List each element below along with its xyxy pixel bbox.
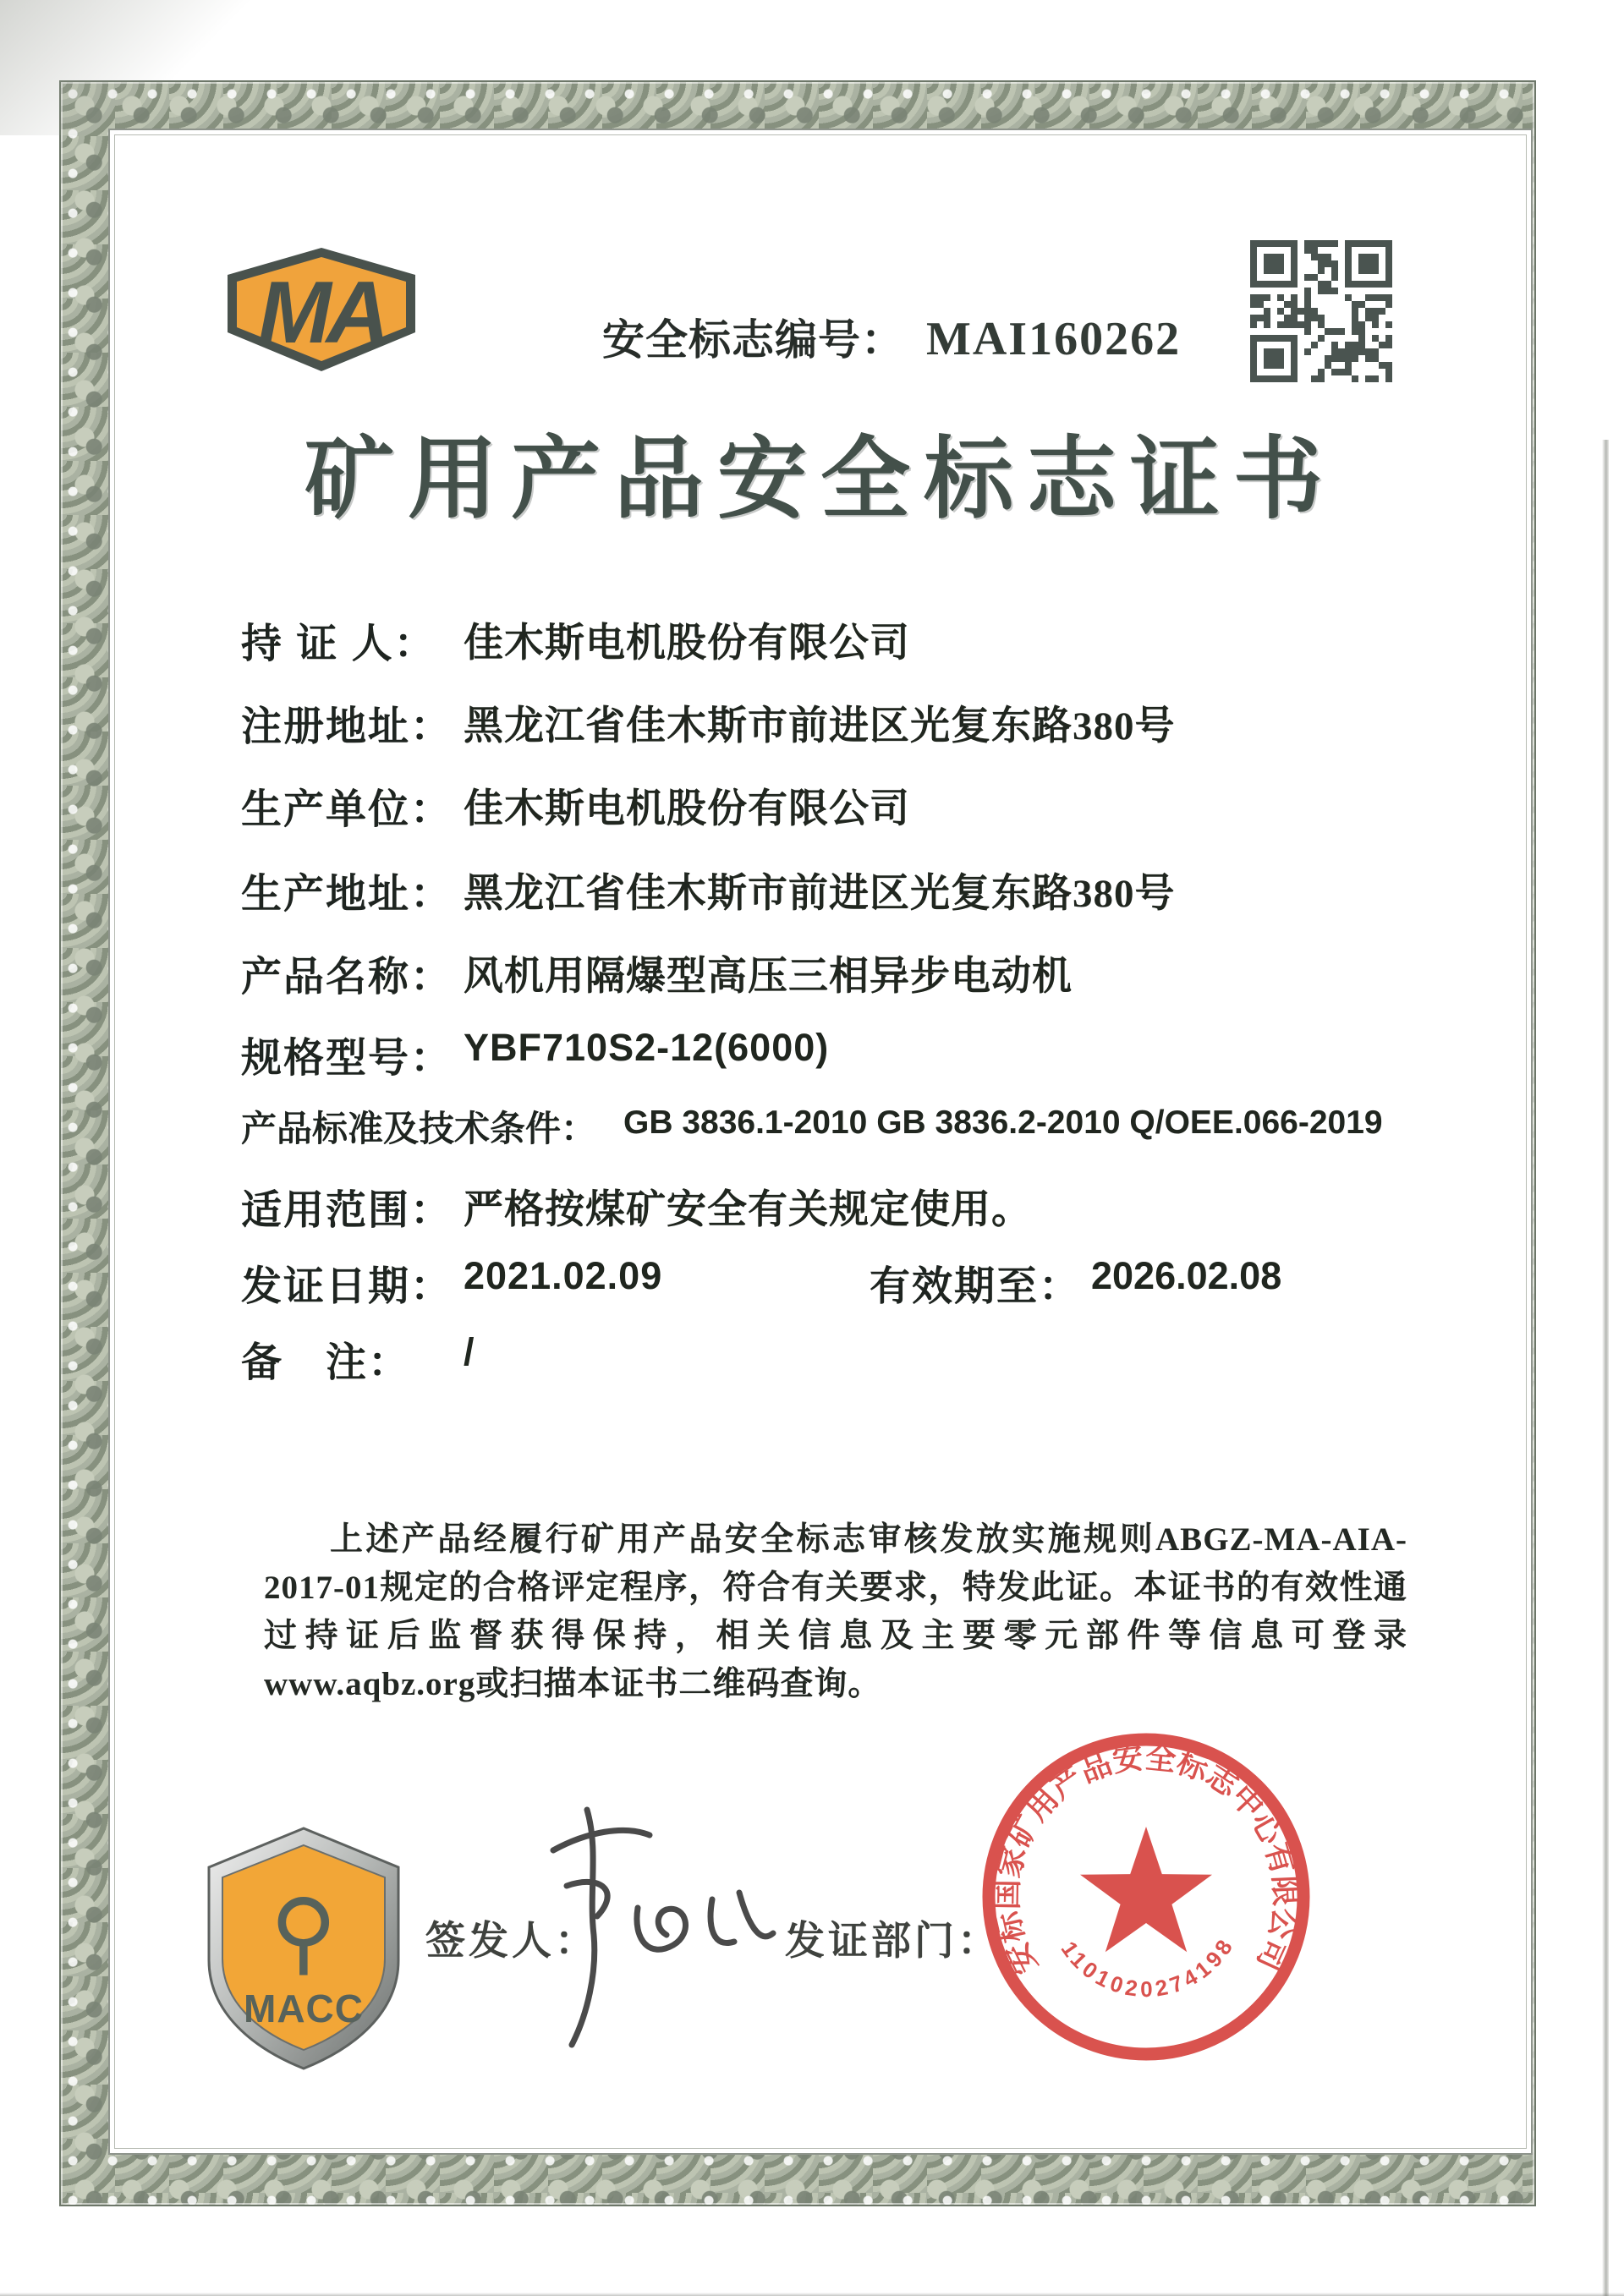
- field-label: 产品名称：: [241, 955, 453, 1000]
- remark-label: 备 注：: [241, 1340, 411, 1385]
- ma-logo-text: MA: [258, 264, 385, 362]
- field-label: 生产单位：: [241, 787, 453, 832]
- field-row-scope: [241, 1177, 1032, 1236]
- field-row-prod-address: [241, 861, 1176, 919]
- mark-number-label: 安全标志编号：: [602, 316, 904, 364]
- field-row-reg-address: [241, 693, 1176, 752]
- field-value: 佳木斯电机股份有限公司: [464, 622, 910, 666]
- macc-shield-icon: [200, 1823, 408, 2074]
- macc-logo-text: MACC: [244, 1986, 364, 2030]
- field-value: 黑龙江省佳木斯市前进区光复东路380号: [464, 704, 1176, 748]
- field-label: 持 证 人：: [241, 622, 436, 666]
- scan-bottom-shadow: [0, 2293, 1624, 2296]
- mark-number-row: [602, 306, 1181, 367]
- issue-date-value: 2021.02.09: [464, 1254, 663, 1297]
- field-label: 适用范围：: [241, 1188, 453, 1233]
- field-row-dates: [241, 1253, 1282, 1312]
- field-label: 注册地址：: [241, 704, 453, 749]
- valid-until-value: 2026.02.08: [1091, 1254, 1282, 1297]
- seal-company-text: 安标国家矿用产品安全标志中心有限公司: [990, 1740, 1303, 1980]
- scan-smudge: [0, 0, 254, 135]
- field-value: GB 3836.1-2010 GB 3836.2-2010 Q/OEE.066-2019: [623, 1104, 1383, 1141]
- field-label: 规格型号：: [241, 1036, 453, 1081]
- signer-label: 签发人：: [425, 1920, 598, 1964]
- issue-date-label: 发证日期：: [241, 1264, 453, 1309]
- field-value: YBF710S2-12(6000): [464, 1026, 830, 1069]
- field-row-model: [241, 1025, 830, 1083]
- svg-text:1101020274198: [1056, 1932, 1239, 2002]
- company-seal: [964, 1715, 1328, 2079]
- field-row-product-name: [241, 944, 1073, 1002]
- field-value: 佳木斯电机股份有限公司: [464, 787, 910, 831]
- field-value: 风机用隔爆型高压三相异步电动机: [464, 955, 1073, 999]
- issuing-dept-label: 发证部门：: [785, 1920, 1001, 1964]
- mark-number-value: MAI160262: [926, 313, 1182, 365]
- certificate-title: 矿用产品安全标志证书: [304, 430, 1336, 529]
- ma-logo-icon: [209, 242, 434, 377]
- valid-until-label: 有效期至：: [870, 1264, 1082, 1309]
- remark-value: /: [464, 1330, 475, 1373]
- macc-tools-icon: ⚲: [270, 1880, 337, 1986]
- field-row-manufacturer: [241, 776, 910, 835]
- field-row-remark: [241, 1329, 475, 1388]
- scan-edge-shadow: [1602, 440, 1609, 2296]
- field-row-standards: [241, 1101, 1383, 1152]
- qr-code-icon: [1250, 240, 1392, 382]
- field-label: 生产地址：: [241, 872, 453, 917]
- seal-number-text: 1101020274198: [1056, 1932, 1239, 2003]
- field-value: 黑龙江省佳木斯市前进区光复东路380号: [464, 872, 1176, 916]
- signature-handwriting: [538, 1791, 792, 2062]
- field-label: 产品标准及技术条件：: [241, 1109, 597, 1148]
- seal-star-icon: [1080, 1827, 1212, 1952]
- field-row-holder: [241, 611, 910, 669]
- field-value: 严格按煤矿安全有关规定使用。: [464, 1188, 1032, 1232]
- certificate-statement: 上述产品经履行矿用产品安全标志审核发放实施规则ABGZ-MA-AIA-2017-01规定的合格评定程序，符合有关要求，特发此证。本证书的有效性通过持证后监督获得保持，相关信息及主要零元部件等信息可登录www.aqbz.org或扫描本证书二维码查询。: [264, 1521, 1407, 1702]
